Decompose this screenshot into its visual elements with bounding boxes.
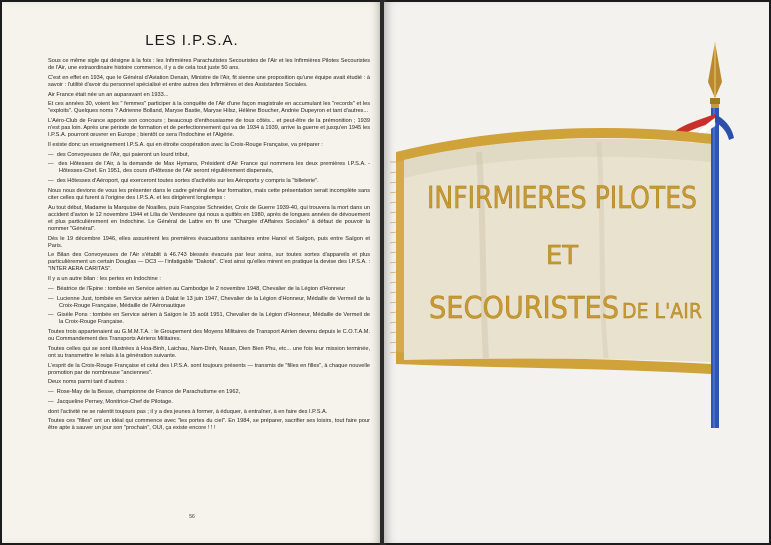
paragraph: L'Aéro-Club de France apporte son concours ; beaucoup d'enthousiasme de tous côtés... et peut-être de la prémonition ; 1939 n'est pas loin. Après une période de formation et de perfectionnement qui va de 1934 à 1939, arrive la guerre et jusqu'en 1945 les I.P.S.A. pourront œuvrer en Europe ; bientôt ce sera l'Indochine et l'Algérie. xyxy=(48,118,370,139)
paragraph: Toutes celles qui se sont illustrées à Hoa-Binh, Laichau, Nam-Dinh, Nasan, Dien Bien Phu, etc... une fois leur mission terminée, ont su transmettre le relais à la génération suivante. xyxy=(48,345,370,359)
paragraph: Toutes ces "filles" ont un idéal qui commence avec "les portes du ciel". En 1984, se préparer, sacrifier ses loisirs, tout faire pour être apte à sauver un jour son "prochain", OUI, ça existe encore ! ! ! xyxy=(48,418,370,432)
bullet-item: — Béatrice de l'Epine : tombée en Service aérien au Cambodge le 2 novembre 1948, Chevalier de la Légion d'Honneur xyxy=(48,286,370,293)
paragraph: Deux noms parmi tant d'autres : xyxy=(48,379,128,386)
banner-line-3-main: SECOURISTES xyxy=(429,291,619,326)
page-number: 56 xyxy=(189,514,195,520)
bullet-item: — Rose-May de la Besse, championne de France de Parachutisme en 1962, xyxy=(48,389,370,396)
paragraph: Sous ce même sigle qui désigne à la fois : les Infirmières Parachutistes Secouristes de l'Air et les Infirmières Pilotes Secouristes de l'Air, une extraordinaire histoire commence, il y a de cela tout juste 50 ans. xyxy=(48,58,370,72)
bullet-item: — Lucienne Just, tombée en Service aérien à Dalat le 13 juin 1947, Chevalier de la Légion d'Honneur, Médaille de Vermeil de la Croix-Rouge Française, Médaille de l'Aéronautique xyxy=(48,296,370,310)
bullet-item: — Jacqueline Perney, Monitrice-Chef de Pilotage. xyxy=(48,399,370,406)
ipsa-banner-illustration xyxy=(384,2,769,543)
page-title: LES I.P.S.A. xyxy=(145,32,239,49)
paragraph: Au tout début, Madame la Marquise de Noailles, puis Françoise Schneider, Croix de Guerre 1939-40, qui trouvera la mort dans un accident d'avion le 12 novembre 1944 et Lilia de Vendeuvre qui nous a quittés en 1980, après de longues années de dévouement et plus particulièrement en Indochine. Le Général de Lattre en fit une "Chargée d'Affaires Sociales" à défaut de pouvoir la nommer "Général". xyxy=(48,204,370,232)
paragraph: Il y a un autre bilan : les pertes en Indochine : xyxy=(48,276,161,283)
paragraph: Dès le 19 décembre 1946, elles assurèrent les premières évacuations sanitaires entre Hanoï et Saïgon, puis entre Saïgon et Paris. xyxy=(48,235,370,249)
paragraph: Le Bilan des Convoyeuses de l'Air s'établit à 46.743 blessés évacués par leur soins, sur toutes sortes d'appareils et plus particulièrement un certain Douglas — DC3 — l'infatigable "Dakota". C'est ainsi qu'elles mirent en pratique la devise des I.P.S.A. : "INTER AERA CARITAS". xyxy=(48,252,370,273)
paragraph: Nous nous devions de vous les présenter dans le cadre général de leur formation, mais cette présentation serait incomplète sans citer celles qui furent à l'origine des I.P.S.A. et les dirigèrent longtemps : xyxy=(48,187,370,201)
banner-line-1: INFIRMIERES PILOTES xyxy=(427,181,697,216)
paragraph: dont l'activité ne se ralentit toujours pas ; il y a des jeunes à former, à éduquer, à entraîner, à en faire des I.P.S.A. xyxy=(48,408,328,415)
paragraph: Toutes trois appartenaient au G.M.M.T.A. : le Groupement des Moyens Militaires de Transport Aérien devenu depuis le C.O.T.A.M. ou Commandement des Transports Aériens Militaires. xyxy=(48,329,370,343)
bullet-item: — des Hôtesses d'Aéroport, qui exerceront toutes sortes d'activités sur les Aéroports y compris la "billeterie". xyxy=(48,178,370,185)
bullet-item: — des Convoyeuses de l'Air, qui paieront un lourd tribut, xyxy=(48,152,370,159)
paragraph: L'esprit de la Croix-Rouge Française et celui des I.P.S.A. sont toujours présents — transmis de "filles en filles", à chaque nouvelle promotion par de nombreuse "anciennes". xyxy=(48,362,370,376)
right-page xyxy=(384,2,769,543)
article-body xyxy=(48,58,370,435)
bullet-item: — Gisèle Pons : tombée en Service aérien à Saïgon le 15 août 1951, Chevalier de la Légion d'Honneur, Médaille de Vermeil de la Croix-Rouge Française. xyxy=(48,312,370,326)
paragraph: Et ces années 30, voient les " femmes" participer à la conquête de l'Air d'une façon magistrale en accumulant les "records" et les "exploits". Quelques noms ? Adrienne Bolland, Maryse Bastie, Maryse Hilsz, Hélène Boucher, Andrée Dupeyron et tant d'autres... xyxy=(48,101,370,115)
banner-line-3-small: DE L'AIR xyxy=(622,299,703,323)
banner-line-2: ET xyxy=(545,241,579,271)
pole-spear-tip xyxy=(708,42,722,108)
left-page xyxy=(2,2,382,543)
paragraph: Il existe donc un enseignement I.P.S.A. qui en étroite coopération avec la Croix-Rouge Française, va préparer : xyxy=(48,141,323,148)
paragraph: Air France était née un an auparavant en 1933... xyxy=(48,91,169,98)
paragraph: C'est en effet en 1934, que le Général d'Aviation Denain, Ministre de l'Air, fit sienne une proposition qu'une équipe avait étudié : à savoir : l'utilité d'avoir du personnel spécialisé et entre autres des Infirmières et des Assistantes Sociales. xyxy=(48,74,370,88)
left-fringe-strands xyxy=(390,162,396,353)
bullet-item: — des Hôtesses de l'Air, à la demande de Max Hymans, Président d'Air France qui nommera les deux premières I.P.S.A. - Hôtesses-Chef. En 1951, des cours d'Hôtesse de l'Air seront régulièrement dispensés, xyxy=(48,161,370,175)
